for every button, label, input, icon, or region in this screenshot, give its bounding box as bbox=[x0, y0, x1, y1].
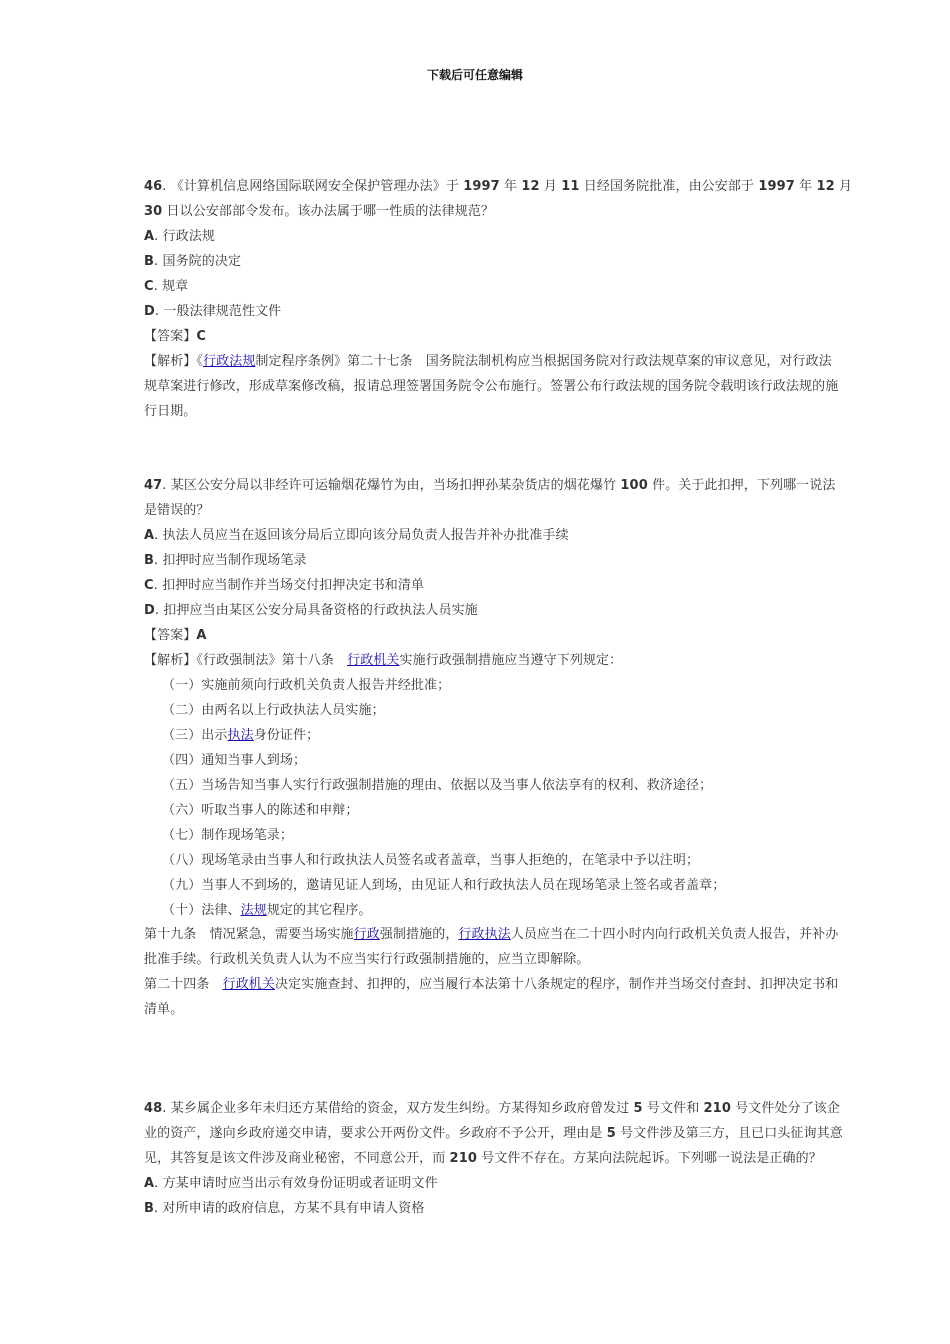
option-key: A bbox=[144, 528, 155, 543]
q47-explanation-line1 bbox=[144, 648, 866, 673]
q48-doc-number: 210 bbox=[449, 1151, 477, 1166]
provision-item-10 bbox=[162, 898, 884, 923]
option-key: C bbox=[144, 578, 154, 593]
provision-item-5: （五）当场告知当事人实行行政强制措施的理由、依据以及当事人依法享有的权利、救济途径； bbox=[162, 778, 713, 793]
option-key: A bbox=[144, 1176, 155, 1191]
q48-text: 业的资产，遂向乡政府递交申请，要求公开两份文件。乡政府不予公开，理由是 bbox=[144, 1126, 607, 1141]
q47-answer bbox=[144, 623, 866, 648]
q46-month: 12 bbox=[816, 179, 835, 194]
q47-text: . 某区公安分局以非经许可运输烟花爆竹为由，当场扣押孙某杂货店的烟花爆竹 bbox=[162, 478, 621, 493]
provision-item-4: （四）通知当事人到场； bbox=[162, 753, 307, 768]
option-key: D bbox=[144, 603, 155, 618]
option-key: D bbox=[144, 304, 155, 319]
q46-option-d bbox=[144, 299, 866, 324]
provision-item-7: （七）制作现场笔录； bbox=[162, 828, 294, 843]
q48-text: 号文件和 bbox=[642, 1101, 704, 1116]
q46-text: 年 bbox=[499, 179, 522, 194]
article-24-line2: 清单。 bbox=[144, 1002, 184, 1017]
article-text: 人员应当在二十四小时内向行政机关负责人报告，并补办 bbox=[510, 927, 839, 942]
q46-month: 12 bbox=[521, 179, 540, 194]
option-text: . 扣押应当由某区公安分局具备资格的行政执法人员实施 bbox=[154, 603, 478, 618]
q47-stem-line1 bbox=[144, 473, 866, 498]
link-zhifa[interactable]: 执法 bbox=[227, 728, 254, 743]
option-key: B bbox=[144, 553, 155, 568]
q46-option-c bbox=[144, 274, 866, 299]
link-xingzhengzhifa[interactable]: 行政执法 bbox=[458, 927, 511, 942]
q48-option-b bbox=[144, 1196, 866, 1221]
q48-stem-line3 bbox=[144, 1146, 866, 1171]
explanation-text: 制定程序条例》第二十七条 国务院法制机构应当根据国务院对行政法规草案的审议意见，对行政法 bbox=[255, 354, 832, 369]
option-key: B bbox=[144, 254, 155, 269]
answer-label: 【答案】 bbox=[144, 329, 197, 344]
q47-text: 件。关于此扣押，下列哪一说法 bbox=[647, 478, 836, 493]
option-text: . 方某申请时应当出示有效身份证明或者证明文件 bbox=[154, 1176, 438, 1191]
q48-number: 48 bbox=[144, 1101, 163, 1116]
option-text: . 一般法律规范性文件 bbox=[154, 304, 282, 319]
q46-day: 11 bbox=[561, 179, 580, 194]
provision-text: （三）出示 bbox=[162, 728, 228, 743]
article-24-line1 bbox=[144, 972, 866, 997]
q48-text: . 某乡属企业多年未归还方某借给的资金，双方发生纠纷。方某得知乡政府曾发过 bbox=[162, 1101, 634, 1116]
q46-year: 1997 bbox=[463, 179, 500, 194]
q48-text: 号文件不存在。方某向法院起诉。下列哪一说法是正确的？ bbox=[476, 1151, 822, 1166]
q48-stem-line2 bbox=[144, 1121, 866, 1146]
q46-text: 年 bbox=[794, 179, 817, 194]
provision-item-6: （六）听取当事人的陈述和申辩； bbox=[162, 803, 359, 818]
provision-item-8: （八）现场笔录由当事人和行政执法人员签名或者盖章，当事人拒绝的，在笔录中予以注明； bbox=[162, 853, 700, 868]
provision-item-2: （二）由两名以上行政执法人员实施； bbox=[162, 703, 385, 718]
option-key: A bbox=[144, 229, 155, 244]
q47-quantity: 100 bbox=[620, 478, 648, 493]
answer-value: C bbox=[196, 329, 207, 344]
q46-explanation-line3: 行日期。 bbox=[144, 404, 197, 419]
q48-text: 号文件处分了该企 bbox=[730, 1101, 841, 1116]
q47-option-d bbox=[144, 598, 866, 623]
q46-year: 1997 bbox=[758, 179, 795, 194]
q46-answer bbox=[144, 324, 866, 349]
q46-explanation-line2: 规草案进行修改，形成草案修改稿，报请总理签署国务院令公布施行。签署公布行政法规的国务院令载明该行政法规的施 bbox=[144, 379, 839, 394]
answer-value: A bbox=[196, 628, 207, 643]
q46-day: 30 bbox=[144, 204, 163, 219]
q47-option-b bbox=[144, 548, 866, 573]
q47-option-c bbox=[144, 573, 866, 598]
option-text: . 执法人员应当在返回该分局后立即向该分局负责人报告并补办批准手续 bbox=[154, 528, 569, 543]
article-19-line2: 批准手续。行政机关负责人认为不应当实行行政强制措施的，应当立即解除。 bbox=[144, 952, 590, 967]
answer-label: 【答案】 bbox=[144, 628, 197, 643]
option-text: . 规章 bbox=[153, 279, 189, 294]
q48-text: 号文件涉及第三方，且已口头征询其意 bbox=[615, 1126, 843, 1141]
link-xingzhengfagui[interactable]: 行政法规 bbox=[203, 354, 256, 369]
link-xingzheng[interactable]: 行政 bbox=[353, 927, 380, 942]
option-key: B bbox=[144, 1201, 155, 1216]
link-fagui[interactable]: 法规 bbox=[240, 903, 267, 918]
option-key: C bbox=[144, 279, 154, 294]
option-text: . 对所申请的政府信息，方某不具有申请人资格 bbox=[154, 1201, 425, 1216]
q46-explanation-line1 bbox=[144, 349, 866, 374]
option-text: . 国务院的决定 bbox=[154, 254, 242, 269]
q46-text: 日以公安部部令发布。该办法属于哪一性质的法律规范？ bbox=[162, 204, 495, 219]
provision-item-1: （一）实施前须向行政机关负责人报告并经批准； bbox=[162, 678, 451, 693]
provision-item-9: （九）当事人不到场的，邀请见证人到场，由见证人和行政执法人员在现场笔录上签名或者盖章； bbox=[162, 878, 726, 893]
provision-text: （十）法律、 bbox=[162, 903, 241, 918]
q46-stem-line1 bbox=[144, 174, 866, 199]
article-text: 决定实施查封、扣押的，应当履行本法第十八条规定的程序，制作并当场交付查封、扣押决定书和 bbox=[275, 977, 839, 992]
q46-text: 月 bbox=[539, 179, 562, 194]
explanation-text: 实施行政强制措施应当遵守下列规定： bbox=[399, 653, 623, 668]
provision-text: 规定的其它程序。 bbox=[266, 903, 372, 918]
article-text: 强制措施的， bbox=[379, 927, 459, 942]
q48-doc-number: 210 bbox=[703, 1101, 731, 1116]
q48-doc-number: 5 bbox=[606, 1126, 616, 1141]
q46-text: 月 bbox=[834, 179, 853, 194]
q46-number: 46 bbox=[144, 179, 163, 194]
article-text: 第十九条 情况紧急，需要当场实施 bbox=[144, 927, 354, 942]
q48-text: 见，其答复是该文件涉及商业秘密，不同意公开，而 bbox=[144, 1151, 450, 1166]
q46-stem-line2 bbox=[144, 199, 866, 224]
page-header: 下载后可任意编辑 bbox=[426, 68, 523, 82]
explanation-label: 【解析】《 bbox=[144, 354, 204, 369]
option-text: . 行政法规 bbox=[154, 229, 216, 244]
q46-text: . 《计算机信息网络国际联网安全保护管理办法》于 bbox=[162, 179, 464, 194]
q46-option-b bbox=[144, 249, 866, 274]
option-text: . 扣押时应当制作并当场交付扣押决定书和清单 bbox=[153, 578, 425, 593]
q46-text: 日经国务院批准，由公安部于 bbox=[579, 179, 759, 194]
q48-stem-line1 bbox=[144, 1096, 866, 1121]
q47-stem-line2: 是错误的？ bbox=[144, 503, 210, 518]
link-xingzhengjiguan[interactable]: 行政机关 bbox=[347, 653, 400, 668]
q46-option-a bbox=[144, 224, 866, 249]
article-19-line1 bbox=[144, 922, 866, 947]
q47-number: 47 bbox=[144, 478, 163, 493]
explanation-label: 【解析】《行政强制法》第十八条 bbox=[144, 653, 348, 668]
provision-item-3 bbox=[162, 723, 884, 748]
q48-option-a bbox=[144, 1171, 866, 1196]
option-text: . 扣押时应当制作现场笔录 bbox=[154, 553, 307, 568]
link-xingzhengjiguan-2[interactable]: 行政机关 bbox=[222, 977, 276, 992]
q47-option-a bbox=[144, 523, 866, 548]
provision-text: 身份证件； bbox=[253, 728, 320, 743]
q48-doc-number: 5 bbox=[633, 1101, 643, 1116]
article-text: 第二十四条 bbox=[144, 977, 223, 992]
